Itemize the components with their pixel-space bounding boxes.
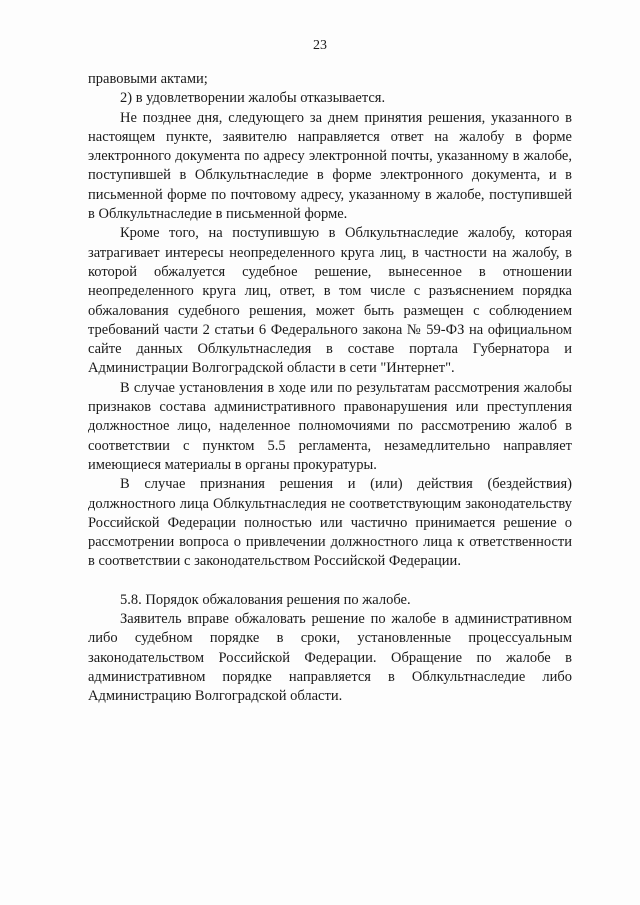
section-gap [88, 572, 572, 591]
paragraph-response-deadline: Не позднее дня, следующего за днем принятия решения, указанного в настоящем пункте, заявителю направляется ответ на жалобу в форме электронного документа по адресу электронной почты, указанному в жалобе, поступившей в Облкультнаследие в форме электронного документа, и в письменной форме по почтовому адресу, указанному в жалобе, поступившей в Облкультнаследие в письменной форме. [88, 109, 572, 223]
paragraph-nonconformity: В случае признания решения и (или) действия (бездействия) должностного лица Облкультнаследия не соответствующим законодательству Российской Федерации полностью или частично принимается решение о рассмотрении вопроса о привлечении должностного лица к ответственности в соответствии с законодательством Российской Федерации. [88, 476, 572, 570]
paragraph-appeal-right: Заявитель вправе обжаловать решение по жалобе в административном либо судебном порядке в сроки, установленные процессуальным законодательством Российской Федерации. Обращение по жалобе в административном порядке направляется в Облкультнаследие либо Администрацию Волгоградской области. [88, 611, 572, 705]
paragraph-public-interest: Кроме того, на поступившую в Облкультнаследие жалобу, которая затрагивает интересы неопределенного круга лиц, в частности на жалобу, в которой обжалуется судебное решение, вынесенное в отношении неопределенного круга лиц, ответ, в том числе с разъяснением порядка обжалования судебного решения, может быть размещен с соблюдением требований части 2 статьи 6 Федерального закона № 59-ФЗ на официальном сайте данных Облкультнаследия в составе портала Губернатора и Администрации Волгоградской области в сети "Интернет". [88, 225, 572, 377]
paragraph-item-2: 2) в удовлетворении жалобы отказывается. [120, 90, 386, 107]
page-number: 23 [313, 38, 327, 53]
paragraph-violation-signs: В случае установления в ходе или по результатам рассмотрения жалобы признаков состава административного правонарушения или преступления должностное лицо, наделенное полномочиями по рассмотрению жалоб в соответствии с пунктом 5.5 регламента, незамедлительно направляет имеющиеся материалы в органы прокуратуры. [88, 379, 572, 473]
document-body [88, 70, 572, 707]
paragraph-continuation: правовыми актами; [88, 71, 208, 87]
section-heading-5-8: 5.8. Порядок обжалования решения по жалобе. [120, 591, 411, 608]
